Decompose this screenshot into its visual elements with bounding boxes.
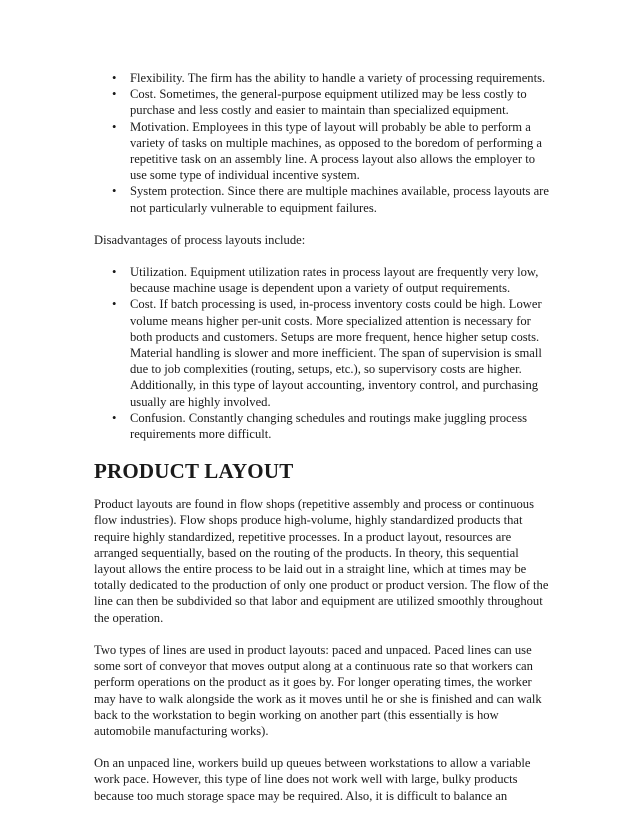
list-item-text: System protection. Since there are multiple machines available, process layouts are not particularly vulnerable to equipment failures. (130, 184, 549, 215)
body-paragraph: Two types of lines are used in product layouts: paced and unpaced. Paced lines can use some sort of conveyor that moves output along at a continuous rate so that workers can perform operations on the product as it goes by. For longer operating times, the worker may have to walk alongside the work as it moves until he or she is finished and can walk back to the workstation to begin working on another part (this essentially is how automobile manufacturing works). (94, 642, 542, 738)
list-item-text: Confusion. Constantly changing schedules and routings make juggling process requirements more difficult. (130, 410, 527, 442)
list-item-text: Flexibility. The firm has the ability to handle a variety of processing requirements. (130, 71, 546, 85)
section-heading: PRODUCT LAYOUT (94, 459, 294, 484)
bullet-icon: • (112, 410, 117, 425)
list-item (94, 183, 549, 215)
list-item-text: Motivation. Employees in this type of layout will probably be able to perform a variety of tasks on multiple machines, as opposed to the boredom of performing a repetitive task on an assembly line. A process layout also allows the employer to use some type of individual incentive system. (130, 119, 542, 183)
list-item (94, 410, 549, 442)
bullet-icon: • (112, 87, 117, 102)
list-item (94, 119, 549, 184)
advantages-list (94, 70, 549, 216)
bullet-icon: • (112, 265, 117, 280)
disadvantages-list (94, 264, 549, 442)
bullet-icon: • (112, 71, 117, 85)
body-paragraph: Product layouts are found in flow shops (repetitive assembly and process or continuous flow industries). Flow shops produce high-volume, highly standardized products that require highly standardized, repetitive processes. In a product layout, resources are arranged sequentially, based on the routing of the products. In theory, this sequential layout allows the entire process to be laid out in a straight line, which at times may be totally dedicated to the production of only one product or product version. The flow of the line can then be subdivided so that labor and equipment are utilized smoothly throughout the operation. (94, 497, 549, 625)
page-content (94, 70, 549, 804)
list-item (94, 70, 549, 86)
disadvantages-intro: Disadvantages of process layouts include: (94, 232, 306, 247)
bullet-icon: • (112, 119, 117, 134)
list-item-text: Utilization. Equipment utilization rates in process layout are frequently very low, because machine usage is dependent upon a variety of output requirements. (130, 265, 539, 296)
list-item-text: Cost. Sometimes, the general-purpose equipment utilized may be less costly to purchase and less costly and easier to maintain than specialized equipment. (130, 87, 527, 118)
list-item (94, 264, 549, 296)
body-paragraph: On an unpaced line, workers build up queues between workstations to allow a variable work pace. However, this type of line does not work well with large, bulky products because too much storage space may be required. Also, it is difficult to balance an (94, 756, 531, 803)
list-item (94, 86, 549, 118)
bullet-icon: • (112, 297, 117, 312)
list-item-text: Cost. If batch processing is used, in-process inventory costs could be high. Lower volume means higher per-unit costs. More specialized attention is necessary for both products and customers. Setups are more frequent, hence higher setup costs. Material handling is slower and more inefficient. The span of supervision is small due to job complexities (routing, setups, etc.), so supervisory costs are higher. Additionally, in this type of layout accounting, inventory control, and purchasing usually are highly involved. (130, 297, 542, 409)
list-item (94, 296, 549, 409)
bullet-icon: • (112, 184, 117, 199)
